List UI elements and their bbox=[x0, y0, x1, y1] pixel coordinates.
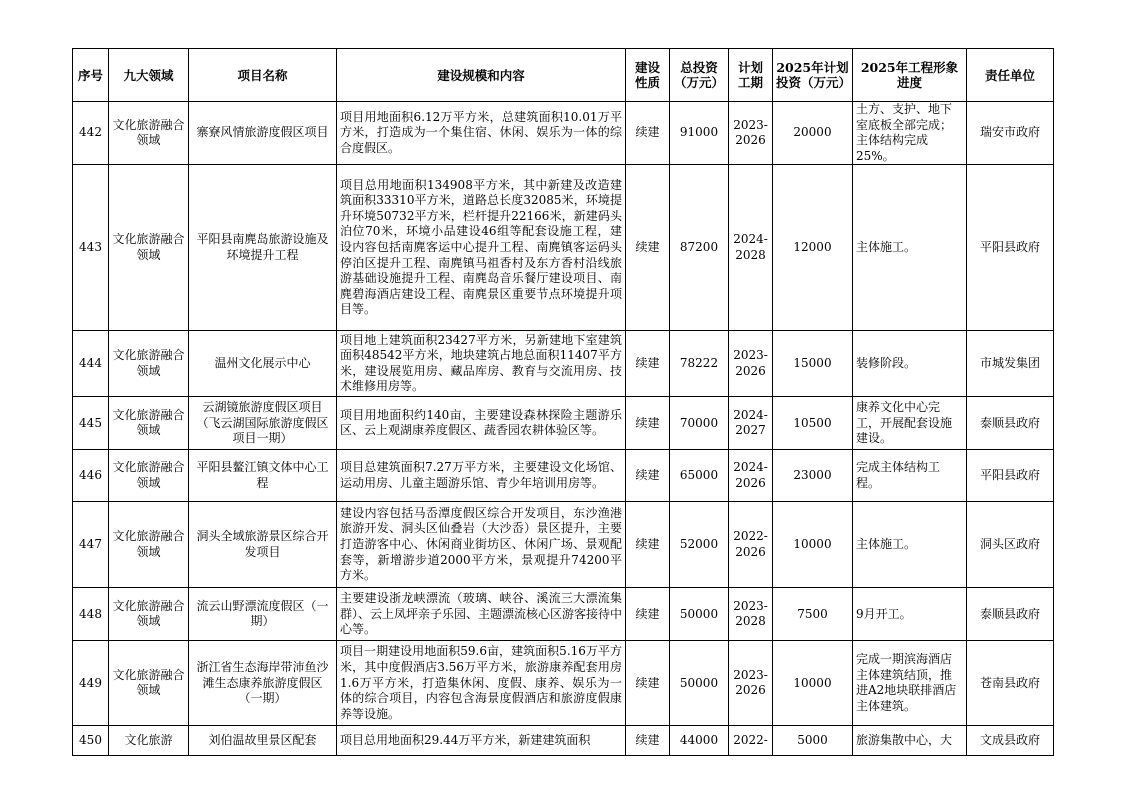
cell-project-name: 平阳县鳌江镇文体中心工程 bbox=[189, 450, 337, 502]
header-row bbox=[73, 49, 1054, 102]
table-row bbox=[73, 165, 1054, 331]
cell-seq: 443 bbox=[73, 165, 109, 331]
cell-progress-2025: 完成主体结构工程。 bbox=[853, 450, 967, 502]
cell-plan-invest-2025: 10500 bbox=[773, 397, 853, 450]
cell-project-name: 平阳县南麂岛旅游设施及环境提升工程 bbox=[189, 165, 337, 331]
cell-period: 2023-2028 bbox=[729, 588, 773, 641]
cell-total-invest: 87200 bbox=[670, 165, 729, 331]
cell-nature: 续建 bbox=[626, 450, 670, 502]
cell-domain: 文化旅游融合领域 bbox=[109, 450, 189, 502]
table-row bbox=[73, 102, 1054, 165]
cell-unit: 平阳县政府 bbox=[967, 165, 1054, 331]
cell-nature: 续建 bbox=[626, 641, 670, 726]
cell-progress-2025: 主体施工。 bbox=[853, 502, 967, 588]
cell-domain: 文化旅游融合领域 bbox=[109, 102, 189, 165]
cell-domain: 文化旅游融合领域 bbox=[109, 641, 189, 726]
cell-plan-invest-2025: 5000 bbox=[773, 726, 853, 756]
cell-total-invest: 91000 bbox=[670, 102, 729, 165]
cell-total-invest: 44000 bbox=[670, 726, 729, 756]
cell-progress-2025: 9月开工。 bbox=[853, 588, 967, 641]
cell-scale-content: 项目一期建设用地面积59.6亩，建筑面积5.16万平方米，其中度假酒店3.56万平方米，旅游康养配套用房1.6万平方米，打造集休闲、度假、康养、娱乐为一体的综合项目，内容包含海景度假酒店和旅游度假康养等设施。 bbox=[337, 641, 626, 726]
cell-domain: 文化旅游融合领域 bbox=[109, 331, 189, 397]
table-row bbox=[73, 641, 1054, 726]
cell-progress-2025: 主体施工。 bbox=[853, 165, 967, 331]
cell-progress-2025: 装修阶段。 bbox=[853, 331, 967, 397]
cell-total-invest: 50000 bbox=[670, 588, 729, 641]
table-row bbox=[73, 502, 1054, 588]
cell-nature: 续建 bbox=[626, 726, 670, 756]
header-nature: 建设性质 bbox=[626, 49, 670, 102]
cell-plan-invest-2025: 7500 bbox=[773, 588, 853, 641]
cell-seq: 449 bbox=[73, 641, 109, 726]
cell-period: 2023-2026 bbox=[729, 102, 773, 165]
cell-period: 2024-2026 bbox=[729, 450, 773, 502]
cell-unit: 洞头区政府 bbox=[967, 502, 1054, 588]
cell-domain: 文化旅游融合领域 bbox=[109, 502, 189, 588]
cell-unit: 瑞安市政府 bbox=[967, 102, 1054, 165]
cell-unit: 泰顺县政府 bbox=[967, 588, 1054, 641]
header-domain: 九大领域 bbox=[109, 49, 189, 102]
table-row bbox=[73, 331, 1054, 397]
project-table bbox=[72, 48, 1054, 756]
table-row bbox=[73, 450, 1054, 502]
cell-project-name: 温州文化展示中心 bbox=[189, 331, 337, 397]
cell-seq: 450 bbox=[73, 726, 109, 756]
header-progress-2025: 2025年工程形象进度 bbox=[853, 49, 967, 102]
cell-total-invest: 70000 bbox=[670, 397, 729, 450]
cell-progress-2025: 土方、支护、地下室底板全部完成；主体结构完成25%。 bbox=[853, 102, 967, 165]
cell-plan-invest-2025: 12000 bbox=[773, 165, 853, 331]
header-period: 计划工期 bbox=[729, 49, 773, 102]
cell-scale-content: 项目总建筑面积7.27万平方米，主要建设文化场馆、运动用房、儿童主题游乐馆、青少年培训用房等。 bbox=[337, 450, 626, 502]
header-plan-invest-2025: 2025年计划投资（万元） bbox=[773, 49, 853, 102]
cell-plan-invest-2025: 15000 bbox=[773, 331, 853, 397]
cell-seq: 448 bbox=[73, 588, 109, 641]
cell-scale-content: 项目地上建筑面积23427平方米，另新建地下室建筑面积48542平方米，地块建筑占地总面积11407平方米，建设展览用房、藏品库房、教育与交流用房、技术维修用房等。 bbox=[337, 331, 626, 397]
cell-unit: 苍南县政府 bbox=[967, 641, 1054, 726]
header-seq: 序号 bbox=[73, 49, 109, 102]
cell-total-invest: 52000 bbox=[670, 502, 729, 588]
cell-progress-2025: 旅游集散中心，大 bbox=[853, 726, 967, 756]
cell-period: 2024-2028 bbox=[729, 165, 773, 331]
cell-scale-content: 项目用地面积约140亩，主要建设森林探险主题游乐区、云上观湖康养度假区、蔬香园农耕体验区等。 bbox=[337, 397, 626, 450]
cell-seq: 446 bbox=[73, 450, 109, 502]
table-row bbox=[73, 588, 1054, 641]
cell-seq: 444 bbox=[73, 331, 109, 397]
cell-domain: 文化旅游融合领域 bbox=[109, 165, 189, 331]
cell-project-name: 浙江省生态海岸带沛鱼沙滩生态康养旅游度假区（一期） bbox=[189, 641, 337, 726]
cell-scale-content: 项目用地面积6.12万平方米，总建筑面积10.01万平方米，打造成为一个集住宿、休闲、娱乐为一体的综合度假区。 bbox=[337, 102, 626, 165]
header-unit: 责任单位 bbox=[967, 49, 1054, 102]
cell-project-name: 刘伯温故里景区配套 bbox=[189, 726, 337, 756]
table-row bbox=[73, 726, 1054, 756]
cell-period: 2023-2026 bbox=[729, 641, 773, 726]
cell-scale-content: 项目总用地面积29.44万平方米，新建建筑面积 bbox=[337, 726, 626, 756]
cell-plan-invest-2025: 23000 bbox=[773, 450, 853, 502]
cell-total-invest: 78222 bbox=[670, 331, 729, 397]
header-scale-content: 建设规模和内容 bbox=[337, 49, 626, 102]
cell-plan-invest-2025: 10000 bbox=[773, 502, 853, 588]
cell-total-invest: 50000 bbox=[670, 641, 729, 726]
cell-seq: 447 bbox=[73, 502, 109, 588]
cell-seq: 442 bbox=[73, 102, 109, 165]
cell-project-name: 寨寮风情旅游度假区项目 bbox=[189, 102, 337, 165]
cell-nature: 续建 bbox=[626, 588, 670, 641]
cell-plan-invest-2025: 20000 bbox=[773, 102, 853, 165]
header-total-invest: 总投资（万元） bbox=[670, 49, 729, 102]
cell-nature: 续建 bbox=[626, 397, 670, 450]
cell-scale-content: 建设内容包括马岙潭度假区综合开发项目，东沙渔港旅游开发、洞头区仙叠岩（大沙岙）景区提升，主要打造游客中心、休闲商业街坊区、休闲广场、景观配套等，新增游步道2000平方米，景观提升74200平方米。 bbox=[337, 502, 626, 588]
cell-total-invest: 65000 bbox=[670, 450, 729, 502]
cell-project-name: 云湖镜旅游度假区项目（飞云湖国际旅游度假区项目一期） bbox=[189, 397, 337, 450]
cell-seq: 445 bbox=[73, 397, 109, 450]
cell-unit: 泰顺县政府 bbox=[967, 397, 1054, 450]
cell-domain: 文化旅游 bbox=[109, 726, 189, 756]
cell-period: 2022-2026 bbox=[729, 502, 773, 588]
header-project-name: 项目名称 bbox=[189, 49, 337, 102]
cell-nature: 续建 bbox=[626, 502, 670, 588]
cell-project-name: 流云山野漂流度假区（一期） bbox=[189, 588, 337, 641]
cell-period: 2023-2026 bbox=[729, 331, 773, 397]
cell-unit: 平阳县政府 bbox=[967, 450, 1054, 502]
cell-nature: 续建 bbox=[626, 102, 670, 165]
cell-domain: 文化旅游融合领域 bbox=[109, 397, 189, 450]
cell-period: 2022- bbox=[729, 726, 773, 756]
cell-progress-2025: 完成一期滨海酒店主体建筑结顶，推进A2地块联排酒店主体建筑。 bbox=[853, 641, 967, 726]
cell-project-name: 洞头全域旅游景区综合开发项目 bbox=[189, 502, 337, 588]
cell-domain: 文化旅游融合领域 bbox=[109, 588, 189, 641]
cell-nature: 续建 bbox=[626, 331, 670, 397]
cell-scale-content: 项目总用地面积134908平方米，其中新建及改造建筑面积33310平方米，道路总长度32085米，环境提升环境50732平方米，栏杆提升22166米，新建码头泊位70米，环境小品建设46组等配套设施工程，建设内容包括南麂客运中心提升工程、南麂镇客运码头停泊区提升工程、南麂镇马祖香村及东方香村沿线旅游基础设施提升工程、南麂岛音乐餐厅建设项目、南麂碧海酒店建设工程、南麂景区重要节点环境提升项目等。 bbox=[337, 165, 626, 331]
cell-progress-2025: 康养文化中心完工，开展配套设施建设。 bbox=[853, 397, 967, 450]
table-row bbox=[73, 397, 1054, 450]
cell-unit: 市城发集团 bbox=[967, 331, 1054, 397]
cell-nature: 续建 bbox=[626, 165, 670, 331]
cell-scale-content: 主要建设浙龙峡漂流（玻璃、峡谷、溪流三大漂流集群）、云上凤坪亲子乐园、主题漂流核心区游客接待中心等。 bbox=[337, 588, 626, 641]
cell-unit: 文成县政府 bbox=[967, 726, 1054, 756]
cell-plan-invest-2025: 10000 bbox=[773, 641, 853, 726]
cell-period: 2024-2027 bbox=[729, 397, 773, 450]
